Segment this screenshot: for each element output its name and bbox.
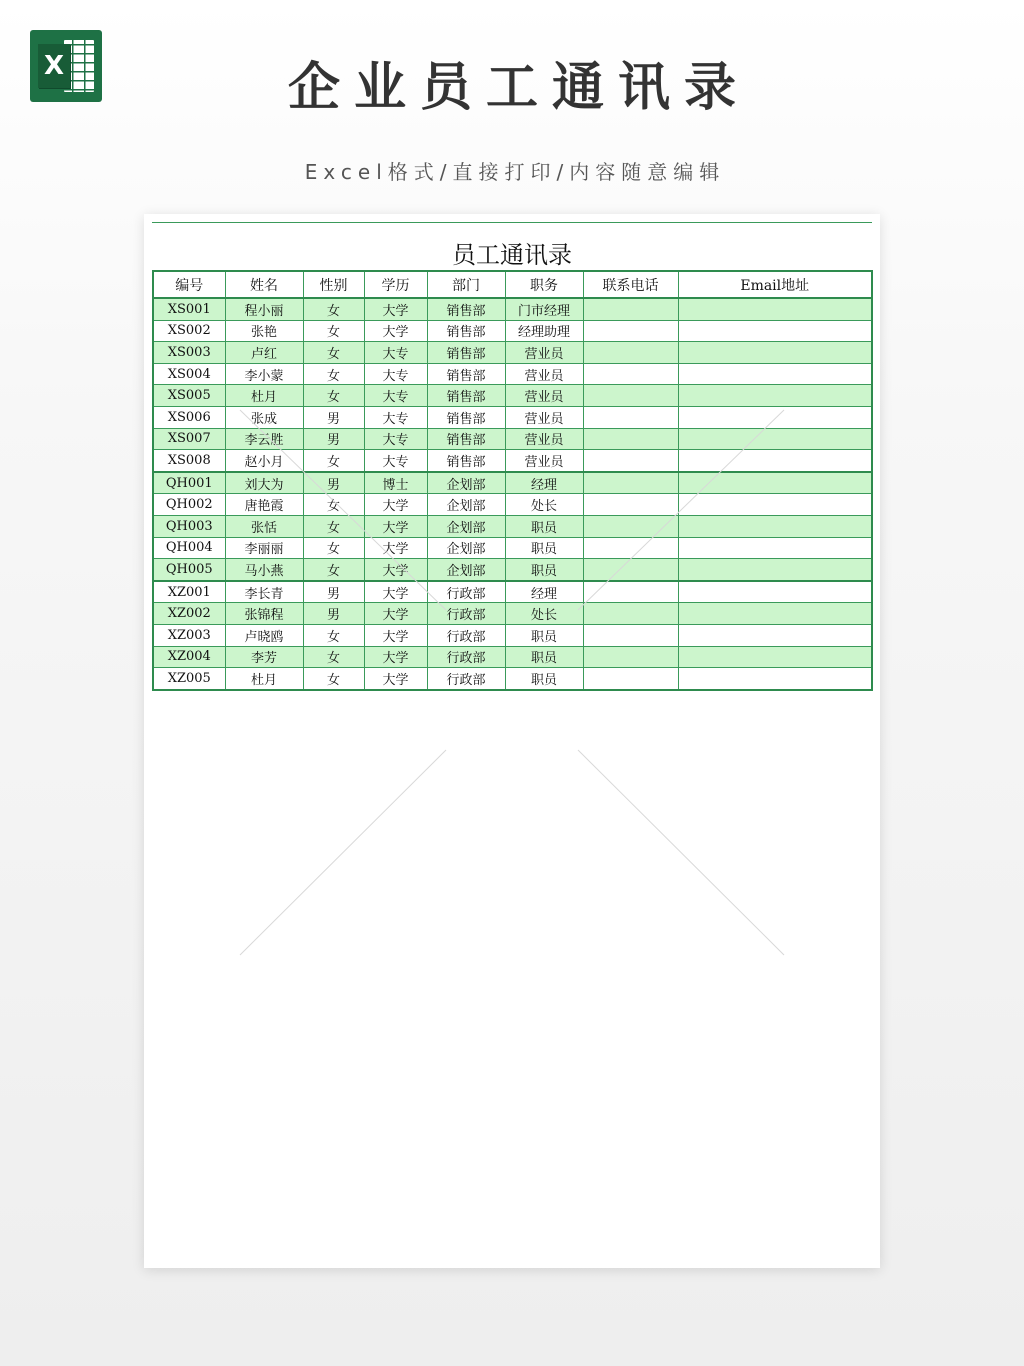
email-cell[interactable] — [678, 406, 872, 428]
department-cell[interactable]: 行政部 — [427, 581, 505, 603]
email-cell[interactable] — [678, 428, 872, 450]
table-row — [153, 646, 872, 668]
table-row — [153, 406, 872, 428]
department-cell[interactable]: 行政部 — [427, 624, 505, 646]
email-cell[interactable] — [678, 494, 872, 516]
position-cell[interactable]: 职员 — [505, 515, 583, 537]
id-cell[interactable]: XZ001 — [153, 581, 225, 603]
id-cell[interactable]: XS002 — [153, 320, 225, 342]
department-cell[interactable]: 企划部 — [427, 559, 505, 581]
email-cell[interactable] — [678, 624, 872, 646]
name-cell[interactable]: 刘大为 — [225, 472, 303, 494]
page-title: 企业员工通讯录 — [287, 58, 750, 118]
name-cell[interactable]: 赵小月 — [225, 450, 303, 472]
phone-cell[interactable] — [583, 472, 678, 494]
education-cell[interactable]: 大学 — [364, 537, 427, 559]
position-cell[interactable]: 营业员 — [505, 428, 583, 450]
department-cell[interactable]: 行政部 — [427, 646, 505, 668]
id-cell[interactable]: QH002 — [153, 494, 225, 516]
email-cell[interactable] — [678, 363, 872, 385]
department-cell[interactable]: 行政部 — [427, 668, 505, 690]
column-header: Email地址 — [678, 271, 872, 298]
phone-cell[interactable] — [583, 363, 678, 385]
gender-cell[interactable]: 女 — [303, 385, 364, 407]
name-cell[interactable]: 李丽丽 — [225, 537, 303, 559]
name-cell[interactable]: 张成 — [225, 406, 303, 428]
department-cell[interactable]: 销售部 — [427, 363, 505, 385]
position-cell[interactable]: 经理 — [505, 472, 583, 494]
name-cell[interactable]: 卢晓鸥 — [225, 624, 303, 646]
education-cell[interactable]: 大专 — [364, 428, 427, 450]
education-cell[interactable]: 博士 — [364, 472, 427, 494]
education-cell[interactable]: 大学 — [364, 581, 427, 603]
spreadsheet-page — [144, 214, 880, 1268]
column-header: 职务 — [505, 271, 583, 298]
department-cell[interactable]: 企划部 — [427, 472, 505, 494]
table-row — [153, 537, 872, 559]
education-cell[interactable]: 大学 — [364, 515, 427, 537]
id-cell[interactable]: XZ005 — [153, 668, 225, 690]
column-header: 姓名 — [225, 271, 303, 298]
name-cell[interactable]: 唐艳霞 — [225, 494, 303, 516]
table-row — [153, 363, 872, 385]
email-cell[interactable] — [678, 646, 872, 668]
gender-cell[interactable]: 女 — [303, 450, 364, 472]
name-cell[interactable]: 李芳 — [225, 646, 303, 668]
department-cell[interactable]: 销售部 — [427, 342, 505, 364]
name-cell[interactable]: 李小蒙 — [225, 363, 303, 385]
position-cell[interactable]: 职员 — [505, 559, 583, 581]
department-cell[interactable]: 销售部 — [427, 428, 505, 450]
gender-cell[interactable]: 女 — [303, 298, 364, 320]
table-row — [153, 342, 872, 364]
department-cell[interactable]: 企划部 — [427, 537, 505, 559]
id-cell[interactable]: XZ002 — [153, 603, 225, 625]
email-cell[interactable] — [678, 385, 872, 407]
gender-cell[interactable]: 男 — [303, 472, 364, 494]
education-cell[interactable]: 大学 — [364, 559, 427, 581]
id-cell[interactable]: QH004 — [153, 537, 225, 559]
table-row — [153, 298, 872, 320]
position-cell[interactable]: 处长 — [505, 603, 583, 625]
gender-cell[interactable]: 女 — [303, 646, 364, 668]
education-cell[interactable]: 大学 — [364, 624, 427, 646]
id-cell[interactable]: XS006 — [153, 406, 225, 428]
table-row — [153, 559, 872, 581]
table-row — [153, 494, 872, 516]
phone-cell[interactable] — [583, 298, 678, 320]
name-cell[interactable]: 李长青 — [225, 581, 303, 603]
id-cell[interactable]: XS001 — [153, 298, 225, 320]
gender-cell[interactable]: 女 — [303, 624, 364, 646]
department-cell[interactable]: 销售部 — [427, 298, 505, 320]
gender-cell[interactable]: 女 — [303, 342, 364, 364]
gender-cell[interactable]: 女 — [303, 494, 364, 516]
table-row — [153, 668, 872, 690]
id-cell[interactable]: QH001 — [153, 472, 225, 494]
gender-cell[interactable]: 女 — [303, 515, 364, 537]
position-cell[interactable]: 经理助理 — [505, 320, 583, 342]
education-cell[interactable]: 大学 — [364, 668, 427, 690]
gender-cell[interactable]: 女 — [303, 668, 364, 690]
column-header: 编号 — [153, 271, 225, 298]
top-rule — [152, 222, 872, 223]
id-cell[interactable]: XS003 — [153, 342, 225, 364]
id-cell[interactable]: XS008 — [153, 450, 225, 472]
department-cell[interactable]: 销售部 — [427, 385, 505, 407]
phone-cell[interactable] — [583, 559, 678, 581]
table-row — [153, 624, 872, 646]
email-cell[interactable] — [678, 537, 872, 559]
education-cell[interactable]: 大学 — [364, 494, 427, 516]
department-cell[interactable]: 企划部 — [427, 515, 505, 537]
email-cell[interactable] — [678, 603, 872, 625]
table-row — [153, 428, 872, 450]
table-row — [153, 603, 872, 625]
table-row — [153, 581, 872, 603]
id-cell[interactable]: QH003 — [153, 515, 225, 537]
phone-cell[interactable] — [583, 320, 678, 342]
table-row — [153, 450, 872, 472]
table-row — [153, 385, 872, 407]
position-cell[interactable]: 职员 — [505, 668, 583, 690]
position-cell[interactable]: 营业员 — [505, 342, 583, 364]
phone-cell[interactable] — [583, 624, 678, 646]
phone-cell[interactable] — [583, 646, 678, 668]
gender-cell[interactable]: 男 — [303, 428, 364, 450]
email-cell[interactable] — [678, 581, 872, 603]
name-cell[interactable]: 张恬 — [225, 515, 303, 537]
education-cell[interactable]: 大专 — [364, 406, 427, 428]
table-row — [153, 515, 872, 537]
gender-cell[interactable]: 女 — [303, 559, 364, 581]
department-cell[interactable]: 企划部 — [427, 494, 505, 516]
phone-cell[interactable] — [583, 428, 678, 450]
gender-cell[interactable]: 女 — [303, 537, 364, 559]
position-cell[interactable]: 经理 — [505, 581, 583, 603]
id-cell[interactable]: QH005 — [153, 559, 225, 581]
gender-cell[interactable]: 女 — [303, 320, 364, 342]
education-cell[interactable]: 大专 — [364, 363, 427, 385]
phone-cell[interactable] — [583, 668, 678, 690]
table-body — [153, 298, 872, 690]
name-cell[interactable]: 张艳 — [225, 320, 303, 342]
phone-cell[interactable] — [583, 537, 678, 559]
email-cell[interactable] — [678, 668, 872, 690]
column-header: 学历 — [364, 271, 427, 298]
education-cell[interactable]: 大专 — [364, 342, 427, 364]
name-cell[interactable]: 张锦程 — [225, 603, 303, 625]
page-subtitle: Excel格式/直接打印/内容随意编辑 — [304, 160, 726, 184]
email-cell[interactable] — [678, 342, 872, 364]
phone-cell[interactable] — [583, 494, 678, 516]
email-cell[interactable] — [678, 320, 872, 342]
position-cell[interactable]: 职员 — [505, 624, 583, 646]
sheet-title: 员工通讯录 — [452, 241, 572, 269]
id-cell[interactable]: XS004 — [153, 363, 225, 385]
position-cell[interactable]: 营业员 — [505, 363, 583, 385]
email-cell[interactable] — [678, 298, 872, 320]
name-cell[interactable]: 李云胜 — [225, 428, 303, 450]
id-cell[interactable]: XS007 — [153, 428, 225, 450]
contact-table — [152, 270, 873, 691]
table-row — [153, 472, 872, 494]
education-cell[interactable]: 大专 — [364, 450, 427, 472]
education-cell[interactable]: 大学 — [364, 603, 427, 625]
name-cell[interactable]: 程小丽 — [225, 298, 303, 320]
email-cell[interactable] — [678, 472, 872, 494]
education-cell[interactable]: 大学 — [364, 646, 427, 668]
email-cell[interactable] — [678, 559, 872, 581]
name-cell[interactable]: 杜月 — [225, 668, 303, 690]
email-cell[interactable] — [678, 515, 872, 537]
logo-letter: X — [38, 44, 70, 88]
department-cell[interactable]: 销售部 — [427, 320, 505, 342]
table-row — [153, 320, 872, 342]
position-cell[interactable]: 处长 — [505, 494, 583, 516]
position-cell[interactable]: 职员 — [505, 537, 583, 559]
department-cell[interactable]: 销售部 — [427, 450, 505, 472]
phone-cell[interactable] — [583, 385, 678, 407]
phone-cell[interactable] — [583, 603, 678, 625]
id-cell[interactable]: XZ004 — [153, 646, 225, 668]
email-cell[interactable] — [678, 450, 872, 472]
department-cell[interactable]: 行政部 — [427, 603, 505, 625]
column-header: 性别 — [303, 271, 364, 298]
position-cell[interactable]: 营业员 — [505, 450, 583, 472]
department-cell[interactable]: 销售部 — [427, 406, 505, 428]
position-cell[interactable]: 营业员 — [505, 385, 583, 407]
phone-cell[interactable] — [583, 342, 678, 364]
position-cell[interactable]: 营业员 — [505, 406, 583, 428]
gender-cell[interactable]: 男 — [303, 581, 364, 603]
education-cell[interactable]: 大专 — [364, 385, 427, 407]
name-cell[interactable]: 卢红 — [225, 342, 303, 364]
phone-cell[interactable] — [583, 581, 678, 603]
gender-cell[interactable]: 男 — [303, 406, 364, 428]
id-cell[interactable]: XZ003 — [153, 624, 225, 646]
phone-cell[interactable] — [583, 450, 678, 472]
education-cell[interactable]: 大学 — [364, 320, 427, 342]
name-cell[interactable]: 杜月 — [225, 385, 303, 407]
phone-cell[interactable] — [583, 515, 678, 537]
name-cell[interactable]: 马小燕 — [225, 559, 303, 581]
education-cell[interactable]: 大学 — [364, 298, 427, 320]
id-cell[interactable]: XS005 — [153, 385, 225, 407]
table-header-row — [153, 271, 872, 298]
gender-cell[interactable]: 男 — [303, 603, 364, 625]
phone-cell[interactable] — [583, 406, 678, 428]
position-cell[interactable]: 门市经理 — [505, 298, 583, 320]
column-header: 部门 — [427, 271, 505, 298]
gender-cell[interactable]: 女 — [303, 363, 364, 385]
position-cell[interactable]: 职员 — [505, 646, 583, 668]
column-header: 联系电话 — [583, 271, 678, 298]
